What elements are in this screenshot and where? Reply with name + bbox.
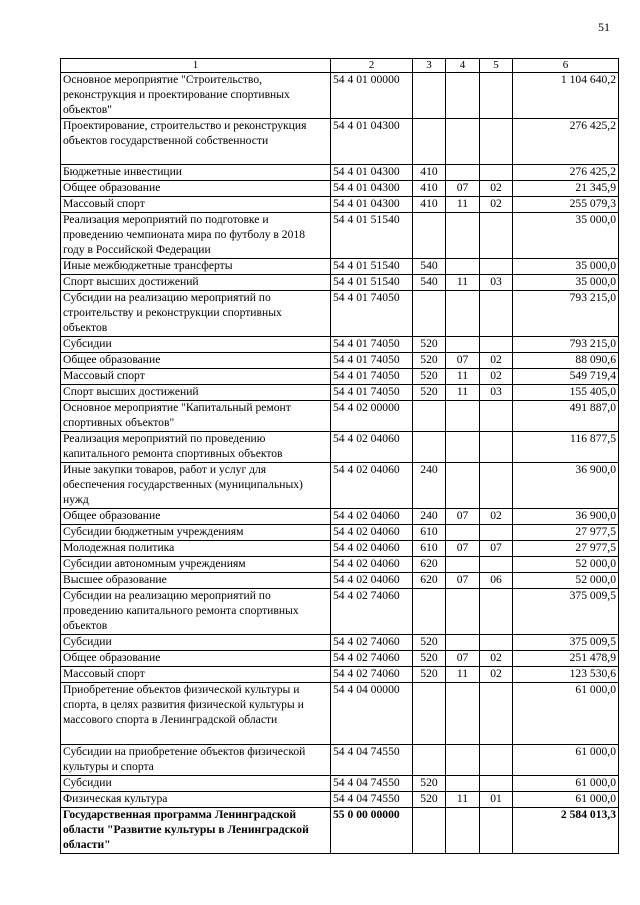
row-name: Высшее образование: [61, 573, 331, 589]
row-expense-type: 620: [413, 557, 446, 573]
row-code: 55 0 00 00000: [331, 808, 413, 854]
header-col-2: 2: [331, 59, 413, 73]
row-section: 07: [446, 181, 480, 197]
row-code: 54 4 01 74050: [331, 353, 413, 369]
row-name: Проектирование, строительство и реконструкция объектов государственной собственности: [61, 119, 331, 165]
row-code: 54 4 04 74550: [331, 745, 413, 776]
row-code: 54 4 02 04060: [331, 432, 413, 463]
row-expense-type: [413, 589, 446, 635]
row-subsection: 02: [480, 667, 513, 683]
row-amount: 375 009,5: [513, 589, 619, 635]
table-row: [61, 792, 619, 808]
row-subsection: [480, 557, 513, 573]
row-subsection: [480, 119, 513, 165]
row-section: [446, 259, 480, 275]
row-expense-type: 410: [413, 197, 446, 213]
row-code: 54 4 02 00000: [331, 401, 413, 432]
row-expense-type: 610: [413, 525, 446, 541]
row-expense-type: 540: [413, 275, 446, 291]
row-section: 11: [446, 369, 480, 385]
row-amount: 52 000,0: [513, 573, 619, 589]
row-amount: 276 425,2: [513, 165, 619, 181]
table-row: [61, 259, 619, 275]
row-subsection: [480, 808, 513, 854]
table-row: [61, 353, 619, 369]
row-name: Иные межбюджетные трансферты: [61, 259, 331, 275]
row-code: 54 4 01 00000: [331, 73, 413, 119]
row-section: [446, 337, 480, 353]
row-code: 54 4 01 74050: [331, 385, 413, 401]
row-code: 54 4 02 04060: [331, 463, 413, 509]
row-amount: 61 000,0: [513, 683, 619, 745]
row-subsection: 02: [480, 369, 513, 385]
row-code: 54 4 01 51540: [331, 213, 413, 259]
row-code: 54 4 02 74060: [331, 635, 413, 651]
row-subsection: [480, 635, 513, 651]
row-name: Субсидии: [61, 635, 331, 651]
row-section: 07: [446, 573, 480, 589]
row-section: [446, 557, 480, 573]
table-row: [61, 337, 619, 353]
table-row: [61, 683, 619, 745]
table-row: [61, 808, 619, 854]
row-subsection: 03: [480, 275, 513, 291]
row-name: Основное мероприятие "Капитальный ремонт спортивных объектов": [61, 401, 331, 432]
header-col-1: 1: [61, 59, 331, 73]
table-row: [61, 667, 619, 683]
header-col-3: 3: [413, 59, 446, 73]
row-amount: 35 000,0: [513, 275, 619, 291]
row-name: Массовый спорт: [61, 369, 331, 385]
row-section: 11: [446, 667, 480, 683]
row-code: 54 4 01 04300: [331, 197, 413, 213]
row-expense-type: [413, 745, 446, 776]
header-row: [61, 59, 619, 73]
row-subsection: [480, 525, 513, 541]
row-section: [446, 635, 480, 651]
row-subsection: 02: [480, 509, 513, 525]
row-section: 11: [446, 385, 480, 401]
row-subsection: [480, 165, 513, 181]
table-row: [61, 573, 619, 589]
page-number: 51: [598, 20, 610, 34]
row-section: [446, 401, 480, 432]
row-subsection: 07: [480, 541, 513, 557]
table-row: [61, 165, 619, 181]
table-row: [61, 557, 619, 573]
row-section: [446, 291, 480, 337]
row-subsection: 02: [480, 181, 513, 197]
row-amount: 375 009,5: [513, 635, 619, 651]
table-row: [61, 291, 619, 337]
row-expense-type: 240: [413, 463, 446, 509]
row-section: 11: [446, 197, 480, 213]
table-row: [61, 463, 619, 509]
row-section: [446, 808, 480, 854]
row-amount: 36 900,0: [513, 463, 619, 509]
row-name: Реализация мероприятий по подготовке и проведению чемпионата мира по футболу в 2018 году в Российской Федерации: [61, 213, 331, 259]
row-code: 54 4 01 74050: [331, 337, 413, 353]
table-row: [61, 589, 619, 635]
table-row: [61, 635, 619, 651]
table-row: [61, 776, 619, 792]
row-amount: 35 000,0: [513, 213, 619, 259]
row-expense-type: 520: [413, 776, 446, 792]
row-section: [446, 589, 480, 635]
row-name: Общее образование: [61, 651, 331, 667]
row-code: 54 4 02 74060: [331, 667, 413, 683]
row-amount: 21 345,9: [513, 181, 619, 197]
row-name: Субсидии на приобретение объектов физической культуры и спорта: [61, 745, 331, 776]
row-amount: 88 090,6: [513, 353, 619, 369]
row-name: Приобретение объектов физической культуры и спорта, в целях развития физической культуры и массового спорта в Ленинградской области: [61, 683, 331, 745]
row-amount: 52 000,0: [513, 557, 619, 573]
row-code: 54 4 04 74550: [331, 792, 413, 808]
row-subsection: [480, 432, 513, 463]
row-subsection: 03: [480, 385, 513, 401]
row-name: Основное мероприятие "Строительство, реконструкция и проектирование спортивных объектов": [61, 73, 331, 119]
table-row: [61, 369, 619, 385]
row-subsection: [480, 683, 513, 745]
row-amount: 255 079,3: [513, 197, 619, 213]
row-subsection: [480, 337, 513, 353]
row-subsection: [480, 213, 513, 259]
table-row: [61, 432, 619, 463]
row-amount: 491 887,0: [513, 401, 619, 432]
row-expense-type: [413, 73, 446, 119]
budget-table: [60, 58, 619, 854]
row-code: 54 4 01 51540: [331, 259, 413, 275]
row-name: Государственная программа Ленинградской области "Развитие культуры в Ленинградской области": [61, 808, 331, 854]
row-subsection: 02: [480, 197, 513, 213]
row-subsection: [480, 463, 513, 509]
row-code: 54 4 02 04060: [331, 525, 413, 541]
row-code: 54 4 02 04060: [331, 541, 413, 557]
row-expense-type: 610: [413, 541, 446, 557]
table-row: [61, 197, 619, 213]
row-name: Бюджетные инвестиции: [61, 165, 331, 181]
row-amount: 793 215,0: [513, 337, 619, 353]
row-name: Молодежная политика: [61, 541, 331, 557]
row-amount: 549 719,4: [513, 369, 619, 385]
row-code: 54 4 02 04060: [331, 557, 413, 573]
row-name: Спорт высших достижений: [61, 275, 331, 291]
row-code: 54 4 02 04060: [331, 509, 413, 525]
row-amount: 793 215,0: [513, 291, 619, 337]
row-name: Общее образование: [61, 181, 331, 197]
table-row: [61, 401, 619, 432]
row-expense-type: [413, 808, 446, 854]
row-subsection: [480, 589, 513, 635]
row-amount: 61 000,0: [513, 745, 619, 776]
table-row: [61, 181, 619, 197]
row-code: 54 4 01 51540: [331, 275, 413, 291]
row-name: Реализация мероприятий по проведению капитального ремонта спортивных объектов: [61, 432, 331, 463]
row-expense-type: [413, 213, 446, 259]
row-subsection: [480, 259, 513, 275]
row-amount: 251 478,9: [513, 651, 619, 667]
row-amount: 27 977,5: [513, 541, 619, 557]
row-expense-type: [413, 291, 446, 337]
row-section: [446, 463, 480, 509]
row-code: 54 4 02 74060: [331, 589, 413, 635]
row-expense-type: 620: [413, 573, 446, 589]
row-section: 07: [446, 651, 480, 667]
header-col-6: 6: [513, 59, 619, 73]
row-section: [446, 119, 480, 165]
table-row: [61, 541, 619, 557]
row-name: Иные закупки товаров, работ и услуг для обеспечения государственных (муниципальных) нужд: [61, 463, 331, 509]
row-amount: 2 584 013,3: [513, 808, 619, 854]
row-section: [446, 776, 480, 792]
row-code: 54 4 01 04300: [331, 165, 413, 181]
row-code: 54 4 01 74050: [331, 291, 413, 337]
row-code: 54 4 04 00000: [331, 683, 413, 745]
row-code: 54 4 01 04300: [331, 119, 413, 165]
row-amount: 116 877,5: [513, 432, 619, 463]
table-row: [61, 275, 619, 291]
row-name: Физическая культура: [61, 792, 331, 808]
row-amount: 123 530,6: [513, 667, 619, 683]
row-expense-type: 240: [413, 509, 446, 525]
row-section: 07: [446, 541, 480, 557]
row-subsection: 06: [480, 573, 513, 589]
row-expense-type: 520: [413, 651, 446, 667]
row-section: [446, 73, 480, 119]
row-expense-type: 410: [413, 181, 446, 197]
row-subsection: [480, 776, 513, 792]
row-name: Субсидии на реализацию мероприятий по строительству и реконструкции спортивных объектов: [61, 291, 331, 337]
row-amount: 276 425,2: [513, 119, 619, 165]
table-row: [61, 385, 619, 401]
row-subsection: [480, 73, 513, 119]
table-row: [61, 509, 619, 525]
row-expense-type: [413, 432, 446, 463]
row-subsection: [480, 291, 513, 337]
row-name: Массовый спорт: [61, 667, 331, 683]
row-expense-type: 520: [413, 369, 446, 385]
row-code: 54 4 01 04300: [331, 181, 413, 197]
row-expense-type: 520: [413, 792, 446, 808]
row-section: [446, 165, 480, 181]
row-code: 54 4 01 74050: [331, 369, 413, 385]
table-row: [61, 525, 619, 541]
row-name: Общее образование: [61, 353, 331, 369]
row-code: 54 4 02 74060: [331, 651, 413, 667]
row-amount: 61 000,0: [513, 792, 619, 808]
row-name: Субсидии на реализацию мероприятий по проведению капитального ремонта спортивных объектов: [61, 589, 331, 635]
row-section: 11: [446, 792, 480, 808]
row-code: 54 4 02 04060: [331, 573, 413, 589]
row-section: 07: [446, 353, 480, 369]
row-amount: 35 000,0: [513, 259, 619, 275]
table-row: [61, 745, 619, 776]
row-name: Общее образование: [61, 509, 331, 525]
row-name: Субсидии бюджетным учреждениям: [61, 525, 331, 541]
row-subsection: [480, 745, 513, 776]
row-subsection: 01: [480, 792, 513, 808]
row-name: Спорт высших достижений: [61, 385, 331, 401]
table-row: [61, 651, 619, 667]
header-col-4: 4: [446, 59, 480, 73]
row-expense-type: [413, 401, 446, 432]
row-subsection: [480, 401, 513, 432]
row-section: [446, 213, 480, 259]
row-expense-type: [413, 119, 446, 165]
row-amount: 155 405,0: [513, 385, 619, 401]
row-amount: 27 977,5: [513, 525, 619, 541]
row-name: Субсидии: [61, 776, 331, 792]
row-name: Субсидии автономным учреждениям: [61, 557, 331, 573]
table-row: [61, 119, 619, 165]
table-row: [61, 213, 619, 259]
row-expense-type: 520: [413, 635, 446, 651]
row-name: Субсидии: [61, 337, 331, 353]
row-amount: 61 000,0: [513, 776, 619, 792]
row-section: [446, 432, 480, 463]
row-expense-type: 410: [413, 165, 446, 181]
row-amount: 36 900,0: [513, 509, 619, 525]
row-section: 11: [446, 275, 480, 291]
row-expense-type: 540: [413, 259, 446, 275]
row-amount: 1 104 640,2: [513, 73, 619, 119]
row-subsection: 02: [480, 651, 513, 667]
row-section: [446, 683, 480, 745]
row-section: [446, 745, 480, 776]
row-name: Массовый спорт: [61, 197, 331, 213]
row-expense-type: 520: [413, 667, 446, 683]
row-subsection: 02: [480, 353, 513, 369]
header-col-5: 5: [480, 59, 513, 73]
row-code: 54 4 04 74550: [331, 776, 413, 792]
row-expense-type: 520: [413, 337, 446, 353]
row-expense-type: [413, 683, 446, 745]
table-row: [61, 73, 619, 119]
row-expense-type: 520: [413, 385, 446, 401]
row-section: 07: [446, 509, 480, 525]
row-expense-type: 520: [413, 353, 446, 369]
row-section: [446, 525, 480, 541]
